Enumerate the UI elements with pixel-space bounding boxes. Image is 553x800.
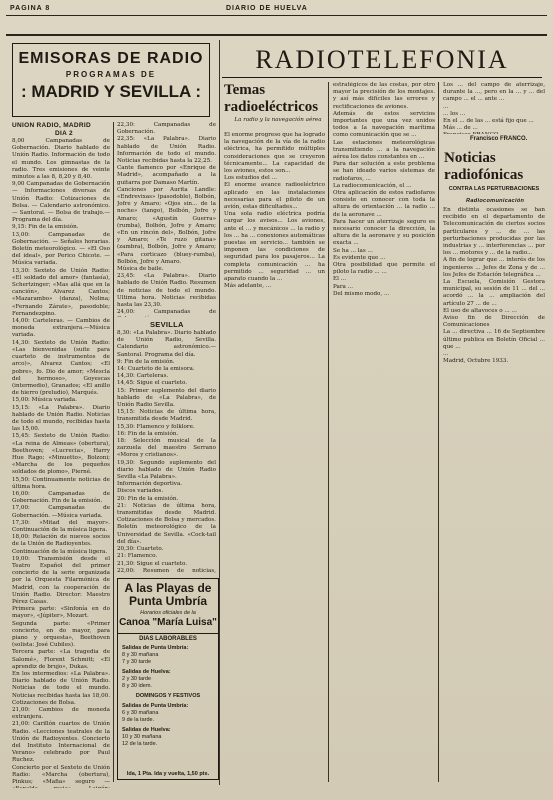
dia-heading: DIA 2	[55, 130, 73, 137]
article-signature: Francisco FRANCO.	[470, 136, 528, 142]
page-header	[6, 3, 547, 15]
newspaper-name: DIARIO DE HUELVA	[226, 5, 308, 12]
radiocomunicacion-heading: Radiocomunicación	[466, 198, 525, 204]
ad-schedule-line: 12 de la tarde.	[122, 741, 158, 747]
col1-program-text: 8,00 Campanadas de Gobernación. Diario hablado de Unión Radio. Información de todo el mundo. Los gimnastas de la radio. Tres emisiones de veinte minutos a las 8, 8,20 y 8,40. 9,00 Campanadas de Gobernación — Informaciones diversas de Unión Radio: Cotizaciones de Bolsa. — Calendario astronómico. — Santoral. — Bolsa de trabajo.— Programa del día. 9,15: Fin de la emisión. 13,00: Campanadas de Gobernación. — Señales horarias. Boletín meteorológico. — «El Oso del ideal», por Perico Chicote. — Música variada. 13,30: Sexteto de Unión Radio: «El soldado del amor» (fantasía), Schertzinger; «Mas allá que en la canción», Alvarez Cantos; «Mazarambo» (danza), Nolina; «Fernando Zárate», pasodoble; Fernandezpino. 14,00: Carteleras. — Cambios de moneda extranjera.—Música variada. 14,30: Sexteto de Unión Radio: «Las bienvenidas (suite para cuarteto de instrumentos de arco)», Alvarez Cantos; «El pobre», fo. Dio de amor; «Mescla del hermoso», Goyescas (intermedio), Granados; «El anillo de hierro (preludio), Marqués. 15,00: Música variada. 15,15: «La Palabra». Diario hablado de Unión Radio. Noticias de todo el mundo, recibidas hasta las 15,00. 15,45: Sexteto de Unión Radio: «La reina de Almeas» (obertura), Beethoven; «Lucrecia», Harry Hue Rago; «Minuetto», Bolzoni; «Marcha de los pequeños soldados de plomo», Pierné. 15,50: Continuamente noticias de última hora. 16,00: Campanadas de Gobernación. Fin de la emisión. 17,00: Campanadas de Gobernación. —Música variada. 17,30: «Mitad del mayor». Continuación de la música ligera. 18,00: Relación de nuevos socios de la Unión de Radioyentes. Continuación de la música ligera. 19,00: Transmisión desde el Teatro Español del primer concierto de la serie organizada por la Orquesta Filarmónica de Madrid, con la cooperación de Unión Radio. Director: Maestro Pérez Casas. Primera parte: «Sinfonía en do mayor», «Júpiter», Mozart. Segunda parte: «Primer concierto, en do mayor, para piano y orquesta», Beethoven (solista: José Cubiles). Tercera parte: «La tragedia de Salomé», Florent Schmitt; «El aprendiz de brujo», Dukas. En los intermedios: «La Palabra». Diario hablado de Unión Radio. Noticias de todo el mundo. Noticias recibidas hasta las 18,00. Cotizaciones de Bolsa. 21,00: Cambios de moneda extranjera. 21,00: Carillón cuartos de Unión Radio. «Lecciones teatrales de la Unión de Radioyentes. Concierto del Instituto Internacional de Verano» celebrado por Paul Ruchez. Concierto por el Sexteto de Unión Radio: «Marcha (obertura), Pinkus; «Mafia» seguro —	[12, 138, 110, 786]
sevilla-program-text: 8,30: «La Palabra». Diario hablado de Unión Radio, Sevilla. Calendario astronómico.— Santoral. Programa del día. 9: Fin de la emisión. 14: Cuarteto de la emisora. 14,30: Carteleras. 14,45: Sigue el cuarteto. 15: Primer suplemento del diario hablado de «La Palabra», de Unión Radio Sevilla. 15,15: Noticias de última hora, transmitida desde Madrid. 15,30: Flamenco y folklore. 16: Fin de la emisión. 18: Selección musical de la zarzuela del maestro Serrano «Moros y cristianos». 19,30: Segundo suplemento del diario hablado de Unión Radio Sevilla «La Palabra». Información deportiva. Discos variados. 20: Fin de la emisión. 21: Noticias de última hora, transmitidas desde Madrid. Cotizaciones de Bolsa y mercados. Boletín meteorológico de la Universidad de Sevilla. «Cock-tail del día». 20,30: Cuarteto. 21: Flamenco. 21,30: Sigue el cuarteto. 22,00: Resumen de noticias,	[117, 330, 216, 574]
noticias-subtitle: CONTRA LAS PERTURBACIONES	[448, 186, 540, 192]
ad-schedule-line: Salidas de Huelva:	[122, 669, 171, 675]
temas-article-text: El enorme progreso que ha logrado la navegación de la vía de la radio eléctrica, ha permitido múltiples consideraciones que se creyeron técnicamente... La capacidad de los aviones, estos son... Los estudios del ... El enorme avance radioeléctrico aplicado en las instalaciones necesarias para el piloto de un avión, estas dificultades... Una sola radio eléctrica podría cargar los avisos... Los aviones, ante el ... y mecánicos ... la radio y los ... ha ... conexiones automáticas puestas en servicio... también se imponen las condiciones de seguridad para los pasajeros... La completa comunicación ... ha permitido ... seguridad ... un aparato cuando la ... Más adelante, ...	[224, 132, 325, 290]
ad-schedule-line: 8 y 30 mañana	[122, 652, 159, 658]
union-radio-heading: UNION RADIO, MADRID	[12, 122, 92, 129]
ad-price: Ida, 1 Pta. Ida y vuelta, 1,50 pts.	[126, 771, 210, 777]
col4-article-text: estratégicos de las costas, por otro mayor la precisión de los montajes. y así más difíciles las errores y rectificaciones de aviones. Además de estos servicios importantes que una vez unidos todos a la navegación marítima como comunicación que se ... Las estaciones meteorológicas transmitiendo ... a la navegación aérea los datos constantes en ... Para dar solución a este problema se han ideado varios sistemas de radiofaros, ... La radiocomunicación, el ... Otra aplicación de estos radiofaros consiste en conocer con toda la altura de orientación ... la radio ... de la aeronave ... Para hacer un aterrizaje seguro es necesario conocer la dirección, la altura de la aeronave y su posición exacta ... Se ha ... las ... Es evidente que ... Otra posibilidad que permite el piloto la radio ... ... El ... Para ... Del mismo modo, ...	[333, 82, 435, 297]
emisoras-box	[12, 43, 210, 117]
ad-schedule-line: DOMINGOS Y FESTIVOS	[135, 693, 201, 699]
ad-schedule-line: 7 y 30 tarde	[122, 659, 152, 665]
column-divider	[438, 82, 439, 782]
column-divider	[219, 40, 220, 785]
noticias-article-text: En distinta ocasiones se han recibido en el departamento de Telecomunicación de ciertos socios particulares y ... de ... las perturbaciones producidas por las industrias y ... interferencias ... por los ... motores y ... de la radio... A fin de lograr que ... interés de los ingenieros ... Jefes de Zona y de ... los Jefes de Estación telegráfica ... La Escuela, Comisión Gestora municipal, su sesión de 11 ... del ... acordó ... la ... ampliación del artículo 27 ... de ... El uso de altavoces o ... ... Aviso fin de Dirección de Comunicaciones La ... directiva ... 16 de Septiembre último publica en Boletín Oficial ... que ... ... Madrid, Octubre 1933.	[443, 207, 545, 365]
header-rule-thick	[6, 34, 547, 36]
emisoras-subtitle: PROGRAMAS DE	[65, 70, 157, 79]
column-divider	[113, 122, 114, 782]
column-divider	[328, 82, 329, 782]
ad-schedule-line: 9 de la tarde.	[122, 717, 155, 723]
emisoras-cities: : MADRID Y SEVILLA :	[20, 82, 202, 101]
temas-subtitle: La radio y la navegación aérea	[234, 117, 322, 123]
ad-schedule-line: Salidas de Punta Umbría:	[122, 645, 189, 651]
canoa-advertisement	[117, 578, 219, 780]
ad-schedule-line: Salidas de Punta Umbría:	[122, 703, 189, 709]
sevilla-heading: SEVILLA	[150, 320, 184, 329]
emisoras-title: EMISORAS DE RADIO	[18, 50, 204, 67]
header-rule	[6, 15, 547, 16]
col2-program-text: 22,30: Campanadas de Gobernación. 22,35: «La Palabra». Diario hablado de Unión Radio. Información de todo el mundo. Noticias recibidas hasta la 22,25. Cante flamenco por «Enrique de Madrid», acompañado a la guitarra por Damaso Martín. Canciones por Aurita Landle: «Endrevixas» (pasodoble), Bolbón, Jofre y Amaro; «Ojos sin... de la noche» (tango), Bolbón, Jofre y Amaro; «Agustín Guerra» (rumba), Bolbón, Jofre y Amaro; «En un rincón del», Bolbón, Jofre y Amaro; «Te ruzo gitana» (zambra), Bolbón, Jofre y Amaro; «Para corticazo (bluey-rumba), Bolbón, Jofre y Amaro. Música de baile. 23,45: «La Palabra». Diario hablado de Unión Radio. Resumen de noticias de todo el mundo. Ultima hora. Noticias recibidas hasta las 23,30. 24,00: Campanadas de	[117, 122, 216, 316]
radiotelefonia-title: RADIOTELEFONIA	[222, 43, 542, 78]
col5-article-text: Los ... del campo de aterrizaje, durante la ..., pero en la ... y ... del campo ... el ... ante ... ... ... los ... En el ... de las ... está fijo que ... Más ... de ...	[443, 82, 545, 132]
ad-schedule-line: 10 y 30 mañana	[122, 734, 162, 740]
ad-boat-name: Canoa "María Luisa"	[119, 617, 217, 628]
ad-subtitle: Horarios oficiales de la	[140, 610, 196, 616]
temas-title: Temas radioeléctricos	[224, 82, 319, 115]
ad-title: A las Playas de Punta Umbría	[124, 581, 212, 608]
ad-days-heading: DIAS LABORABLES	[118, 633, 218, 642]
ad-schedule-line: 8 y 30 idem.	[122, 683, 152, 689]
noticias-title: Noticias radiofónicas	[444, 150, 524, 183]
page-label: PAGINA 8	[10, 5, 51, 12]
ad-schedule-line: 2 y 30 tarde	[122, 676, 152, 682]
ad-schedule-line: 6 y 30 mañana	[122, 710, 159, 716]
ad-schedule-line: Salidas de Huelva:	[122, 727, 171, 733]
